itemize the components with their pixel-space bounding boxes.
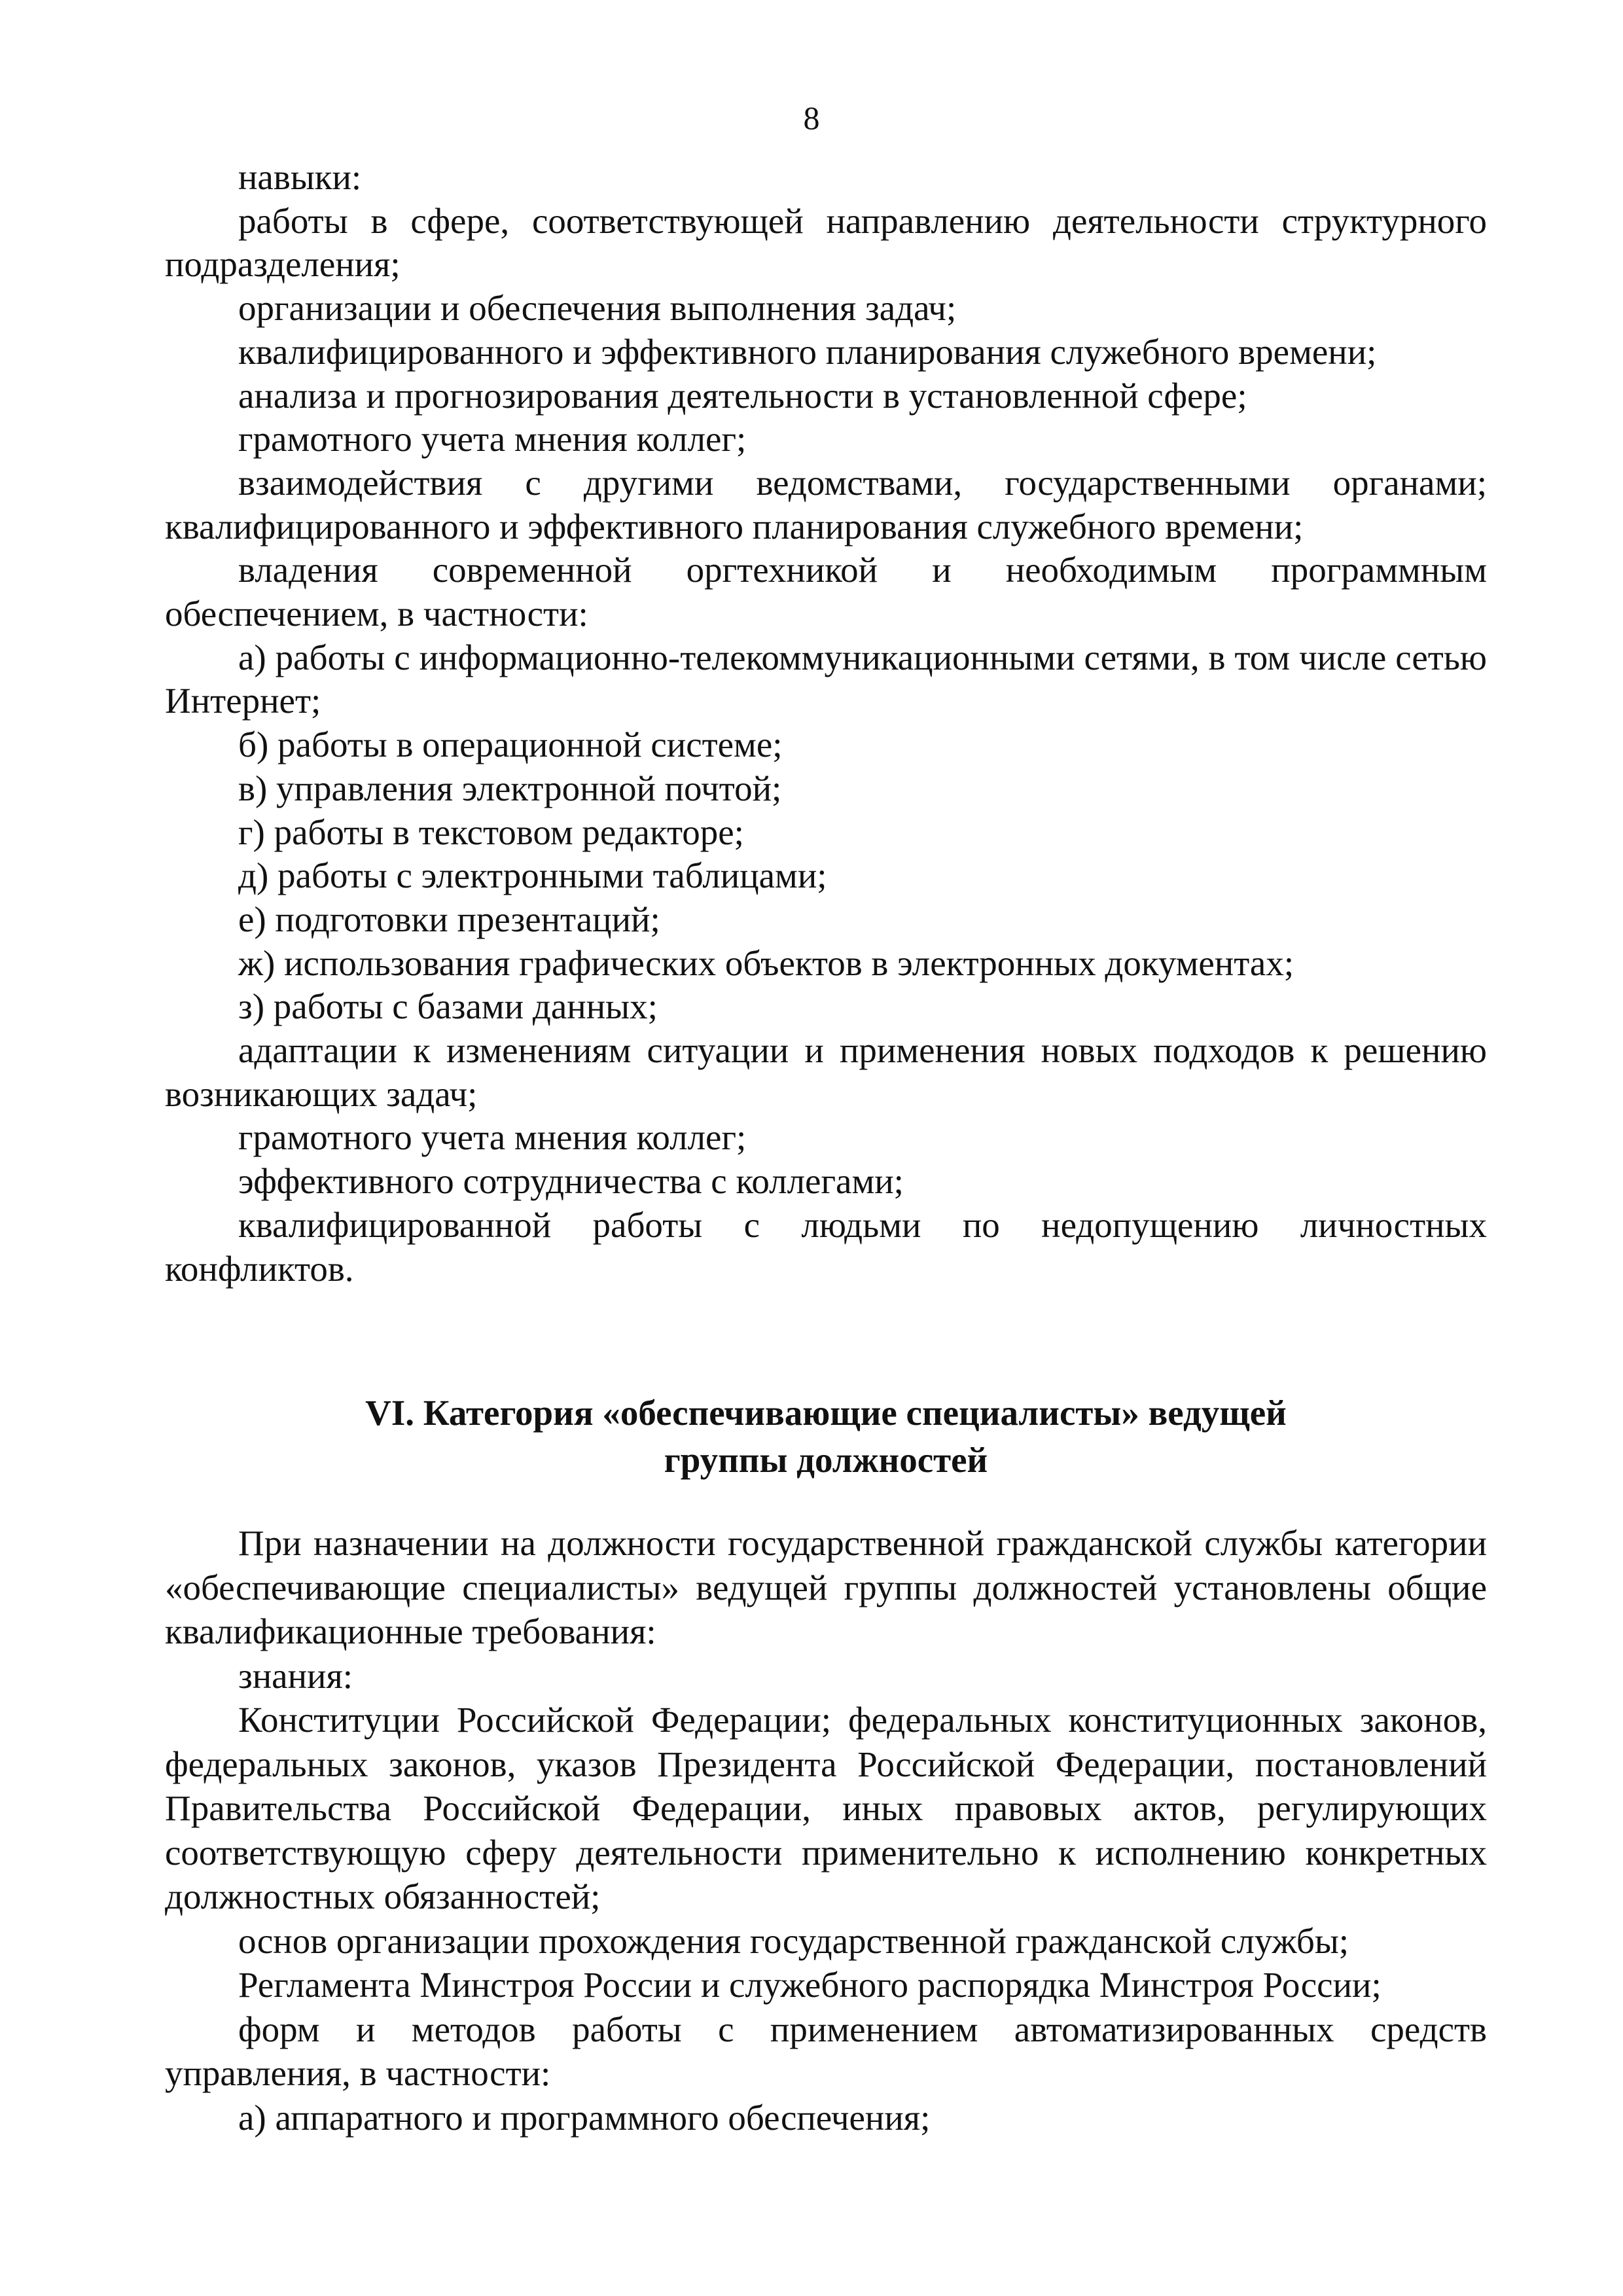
paragraph: е) подготовки презентаций; [238,899,660,939]
paragraph: знания: [238,1655,353,1696]
paragraph: з) работы с базами данных; [238,986,658,1027]
paragraph: в) управления электронной почтой; [238,768,782,808]
skills-list [165,156,1487,1291]
paragraph: адаптации к изменениям ситуации и применения новых подходов к решению возникающих задач; [165,1030,1487,1114]
paragraph: грамотного учета мнения коллег; [238,1117,747,1158]
paragraph: Конституции Российской Федерации; федеральных конституционных законов, федеральных законов, указов Президента Российской Федерации, постановлений Правительства Российской Федерации, иных правовых актов, регулирующих соответствующую сферу деятельности применительно к исполнению конкретных должностных обязанностей; [165,1700,1487,1916]
paragraph: владения современной оргтехникой и необходимым программным обеспечением, в частности: [165,550,1487,634]
paragraph: квалифицированной работы с людьми по недопущению личностных конфликтов. [165,1204,1487,1289]
paragraph: работы в сфере, соответствующей направлению деятельности структурного подразделения; [165,200,1487,285]
paragraph: д) работы с электронными таблицами; [238,855,827,896]
paragraph: а) аппаратного и программного обеспечения; [238,2097,931,2138]
requirements-list [165,1521,1487,2140]
paragraph: анализа и прогнозирования деятельности в установленной сфере; [238,375,1247,416]
paragraph: а) работы с информационно-телекоммуникационными сетями, в том числе сетью Интернет; [165,637,1487,721]
paragraph: г) работы в текстовом редакторе; [238,812,744,852]
section-heading [165,1390,1487,1484]
paragraph: эффективного сотрудничества с коллегами; [238,1161,904,1202]
paragraph: б) работы в операционной системе; [238,725,783,765]
paragraph: форм и методов работы с применением автоматизированных средств управления, в частности: [165,2009,1487,2093]
paragraph: грамотного учета мнения коллег; [238,419,747,459]
paragraph: При назначении на должности государственной гражданской службы категории «обеспечивающие специалисты» ведущей группы должностей установлены общие квалификационные требования: [165,1523,1487,1651]
section-heading-line: VI. Категория «обеспечивающие специалисты» ведущей [365,1393,1287,1433]
paragraph: навыки: [238,157,362,197]
paragraph: организации и обеспечения выполнения задач; [238,288,957,329]
paragraph: ж) использования графических объектов в электронных документах; [238,942,1294,983]
paragraph: квалифицированного и эффективного планирования служебного времени; [238,331,1377,372]
paragraph: Регламента Минстроя России и служебного распорядка Минстроя России; [238,1965,1382,2005]
page-number: 8 [803,99,820,136]
paragraph: основ организации прохождения государственной гражданской службы; [238,1920,1349,1961]
paragraph: взаимодействия с другими ведомствами, государственными органами; квалифицированного и эффективного планирования служебного времени; [165,462,1487,547]
section-heading-line: группы должностей [664,1440,988,1480]
